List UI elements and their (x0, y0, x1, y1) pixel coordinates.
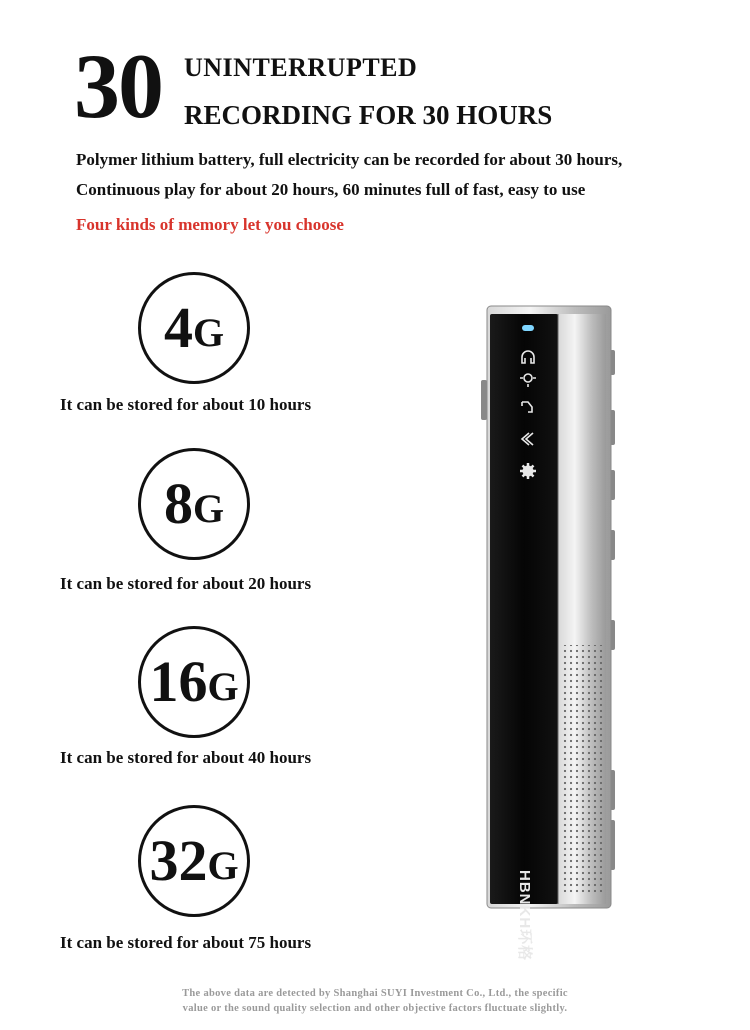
big-number-30: 30 (74, 35, 162, 137)
footer-line-2: value or the sound quality selection and other objective factors fluctuate slightly. (182, 1003, 568, 1014)
memory-unit: G (207, 843, 239, 888)
memory-circle-8g (138, 448, 250, 560)
memory-caption-8g: It can be stored for about 20 hours (60, 574, 312, 593)
memory-number: 8 (163, 471, 193, 536)
memory-unit: G (192, 486, 225, 531)
voice-recorder-device-image (460, 300, 630, 962)
memory-circle-16g (138, 626, 250, 738)
title-line-2: RECORDING FOR 30 HOURS (184, 100, 553, 130)
memory-unit: G (207, 664, 239, 709)
memory-highlight-text: Four kinds of memory let you choose (76, 215, 344, 234)
memory-circle-4g (138, 272, 250, 384)
device-brand-text: HBNKH环格 (516, 870, 533, 962)
memory-circle-32g (138, 805, 250, 917)
memory-unit: G (192, 310, 225, 355)
description-line-2: Continuous play for about 20 hours, 60 minutes full of fast, easy to use (76, 180, 586, 199)
memory-number: 4 (163, 295, 193, 360)
memory-number: 32 (149, 828, 208, 893)
memory-caption-32g: It can be stored for about 75 hours (60, 933, 312, 952)
memory-caption-4g: It can be stored for about 10 hours (60, 395, 312, 414)
memory-caption-16g: It can be stored for about 40 hours (60, 748, 312, 767)
title-line-1: UNINTERRUPTED (184, 53, 418, 82)
description-line-1: Polymer lithium battery, full electricity can be recorded for about 30 hours, (76, 150, 623, 169)
footer-line-1: The above data are detected by Shanghai SUYI Investment Co., Ltd., the specific (182, 988, 568, 999)
memory-number: 16 (149, 649, 208, 714)
